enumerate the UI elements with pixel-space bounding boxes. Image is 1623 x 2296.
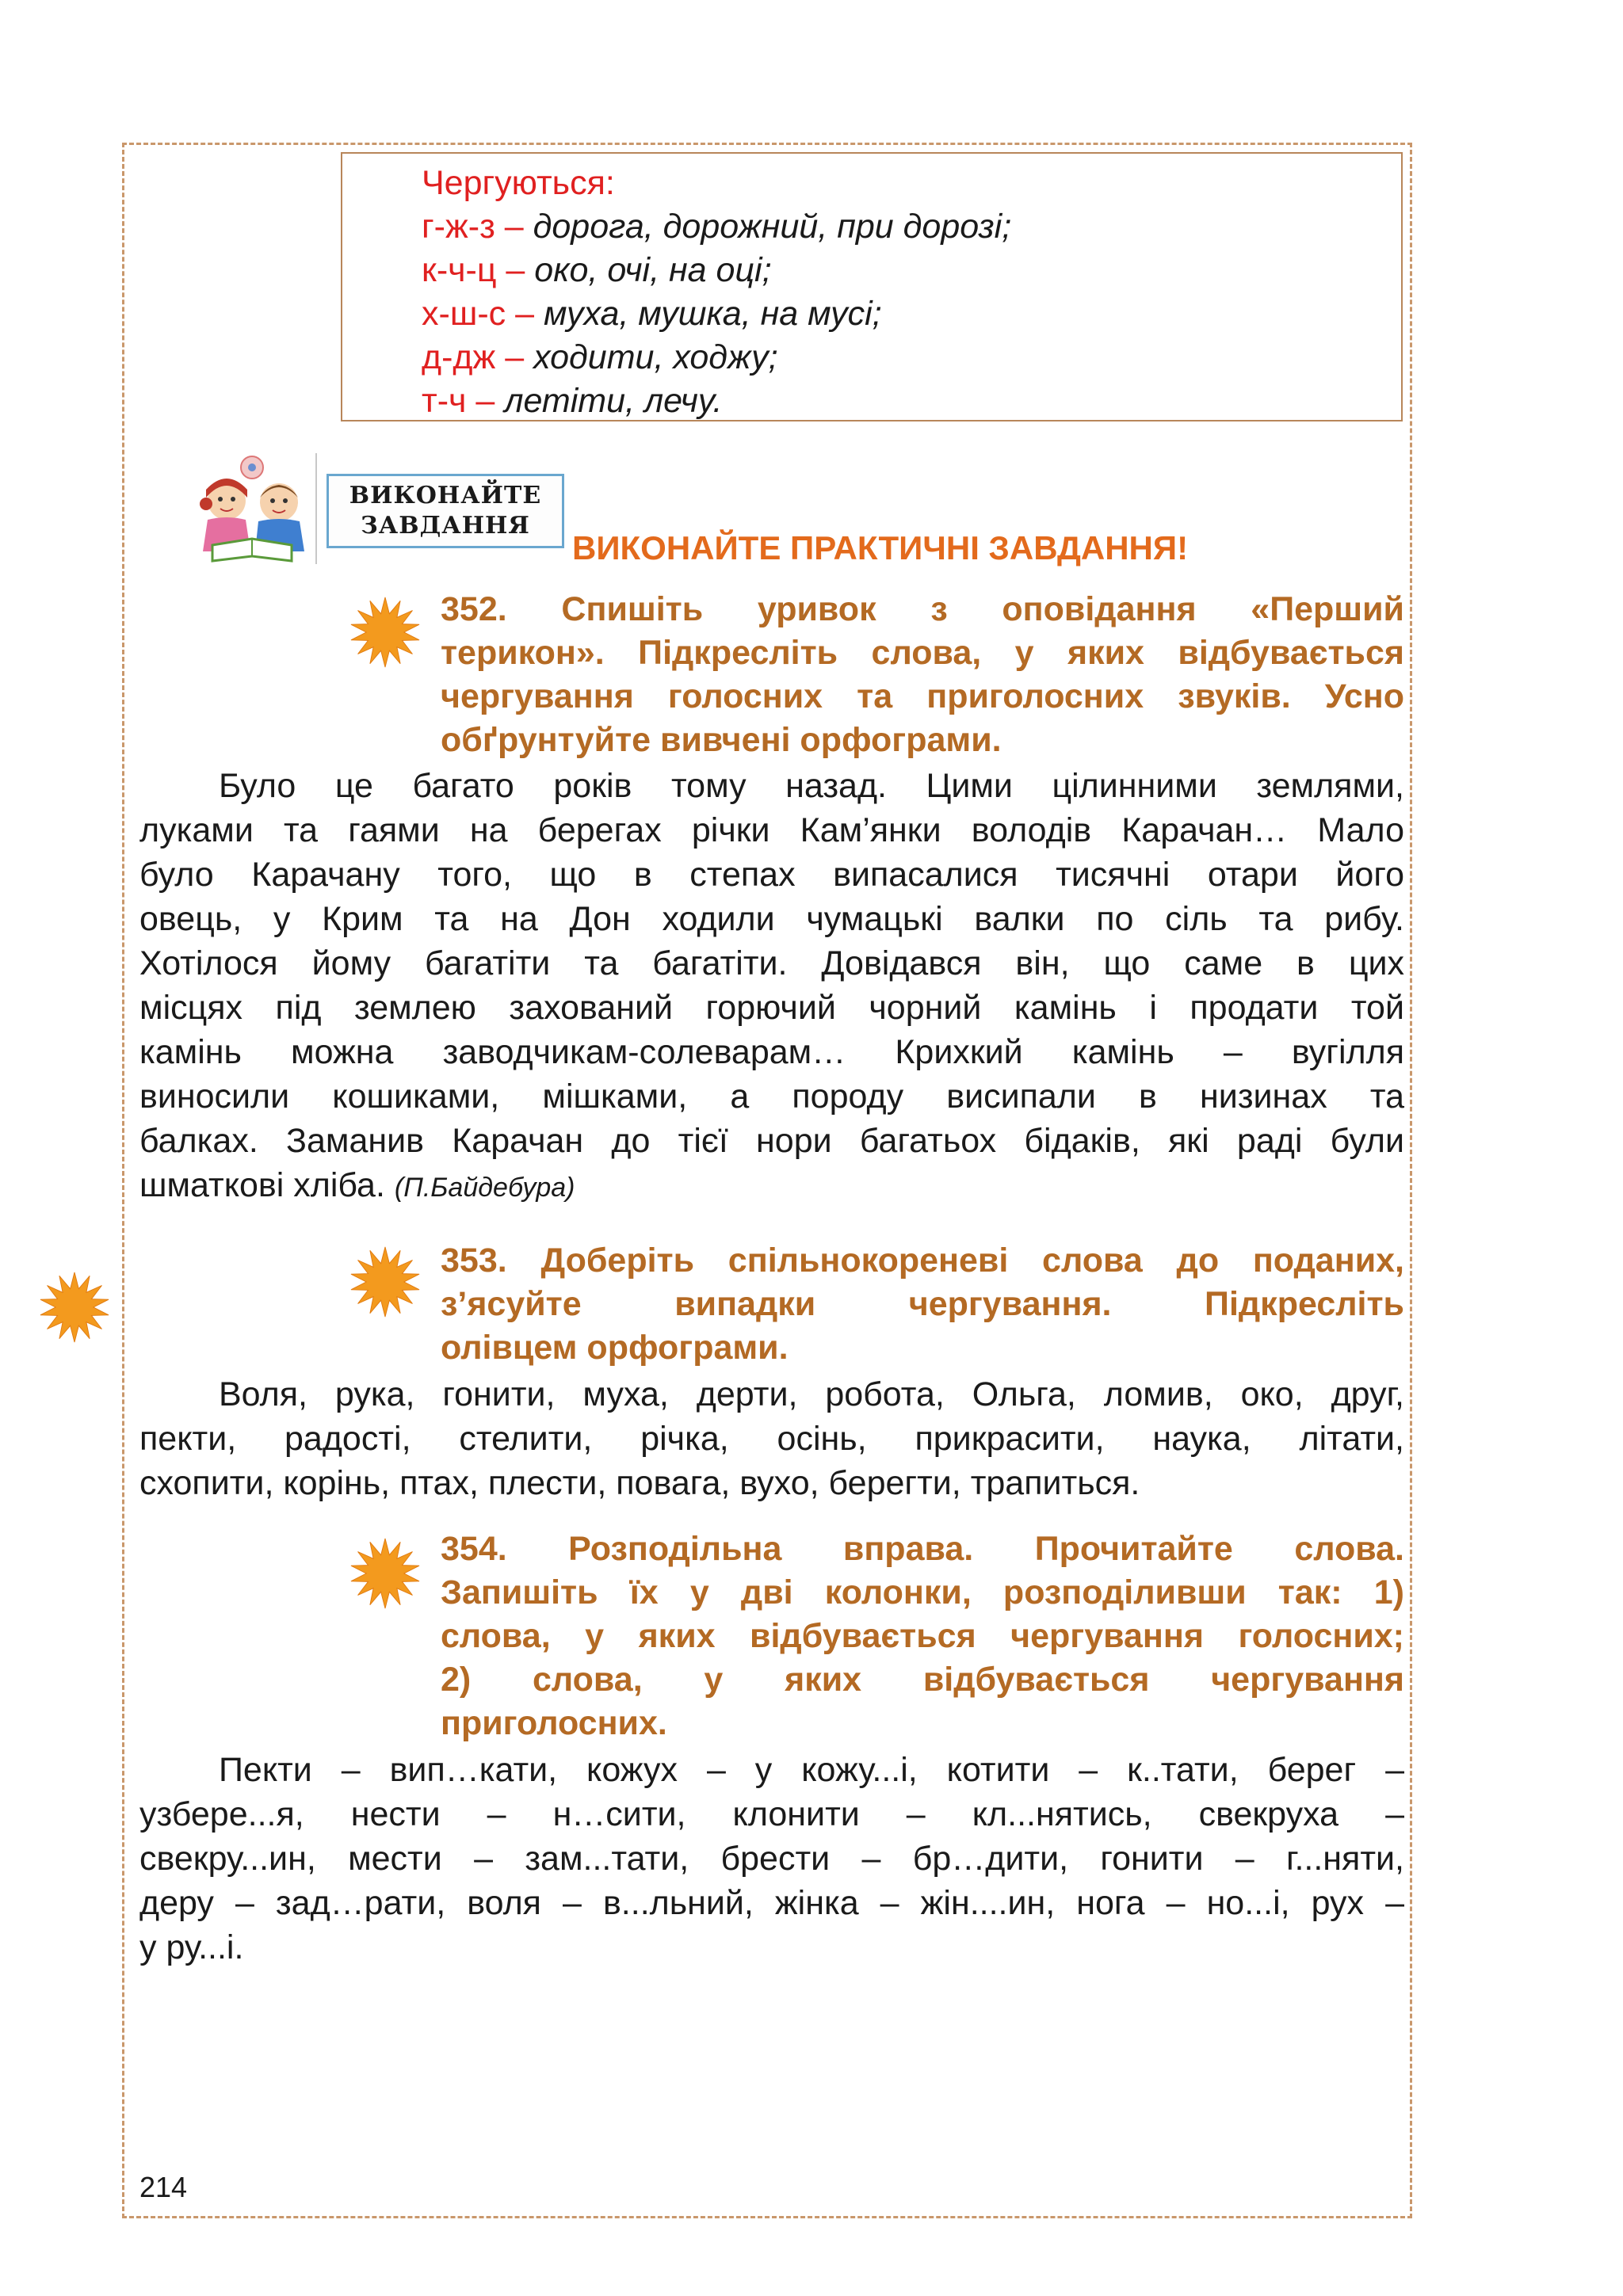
do-the-task-badge: ВИКОНАЙТЕ ЗАВДАННЯ [327, 474, 564, 548]
rule-line: д-дж – ходити, ходжу; [422, 338, 778, 376]
task-352-text: Було це багато років тому назад. Цими цілинними землями, луками та гаями на берегах річки Кам’янки володів Карачан… Мало було Карачану того, що в степах випасалися тисячні отари його овець, у Крим та на Дон ходили чумацькі валки по сіль та рибу. Хотілося йому багатіти та багатіти. Довідався він, що саме в цих місцях під землею захований горючий чорний камінь і продати той камінь можна заводчикам-солеварам… Крихкий камінь – вугілля виносили кошиками, мішками, а породу висипали в низинах та балках. Заманив Карачан до тієї нори багатьох бідаків, які раді були шматкові хліба. (П.Байдебура) [139, 767, 1404, 1204]
children-reading-illustration [189, 452, 315, 570]
star-icon [349, 1245, 422, 1318]
task-354-text: Пекти – вип…кати, кожух – у кожу...і, котити – к..тати, берег – узбере...я, нести – н…сити, клонити – кл...нятись, свекруха – свекру...ин, мести – зам...тати, брести – бр…дити, гонити – г...няти, деру – зад…рати, воля – в...льний, жінка – жін....ин, нога – но...і, рух – у ру...і. [139, 1751, 1404, 1966]
star-icon [349, 1537, 422, 1610]
star-icon [349, 596, 422, 669]
star-icon [38, 1271, 111, 1344]
task-353-heading: 353. Доберіть спільнокореневі слова до поданих, з’ясуйте випадки чергування. Підкресліть олівцем орфограми. [441, 1241, 1404, 1367]
rule-line: х-ш-с – муха, мушка, на мусі; [422, 295, 882, 333]
section-title: ВИКОНАЙТЕ ПРАКТИЧНІ ЗАВДАННЯ! [572, 529, 1189, 566]
task-354-heading: 354. Розподільна вправа. Прочитайте слова. Запишіть їх у дві колонки, розподіливши так: 1) слова, у яких відбувається чергування голосних; 2) слова, у яких відбувається чергування приголосних. [441, 1530, 1404, 1742]
source-citation: (П.Байдебура) [394, 1173, 575, 1203]
rule-line: к-ч-ц – око, очі, на оці; [422, 251, 772, 289]
divider [315, 453, 317, 564]
rule-heading: Чергуються: [422, 164, 615, 202]
task-352-heading: 352. Спишіть уривок з оповідання «Перший терикон». Підкресліть слова, у яких відбувається чергування голосних та приголосних звуків. Усно обґрунтуйте вивчені орфограми. [441, 590, 1404, 759]
rule-line: г-ж-з – дорога, дорожний, при дорозі; [422, 208, 1012, 246]
task-353-text: Воля, рука, гонити, муха, дерти, робота, Ольга, ломив, око, друг, пекти, радості, стелити, річка, осінь, прикрасити, наука, літати, схопити, корінь, птах, плести, повага, вухо, берегти, трапиться. [139, 1375, 1404, 1502]
rule-line: т-ч – летіти, лечу. [422, 382, 723, 420]
page-number: 214 [139, 2171, 188, 2203]
alternation-rule-box [341, 152, 1403, 421]
